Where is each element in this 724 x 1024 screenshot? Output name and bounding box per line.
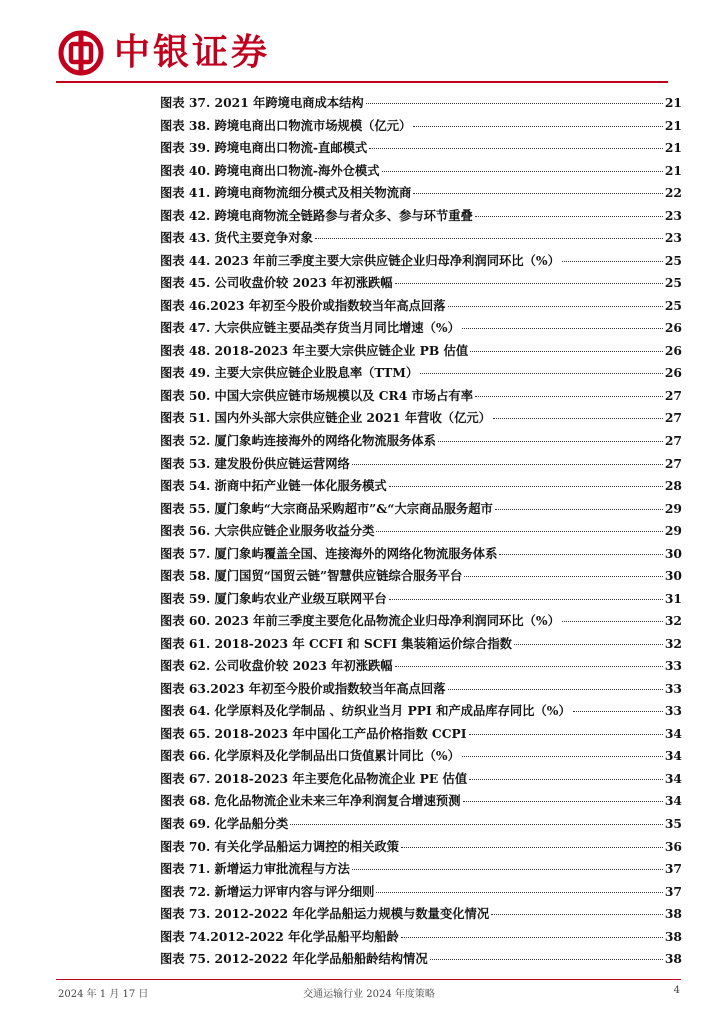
toc-dot-leader bbox=[562, 621, 663, 622]
toc-entry-title: 图表 49. 主要大宗供应链企业股息率（TTM） bbox=[160, 365, 419, 381]
toc-dot-leader bbox=[352, 464, 663, 465]
toc-dot-leader bbox=[382, 171, 663, 172]
toc-dot-leader bbox=[573, 711, 663, 712]
toc-dot-leader bbox=[469, 734, 663, 735]
toc-entry-page: 25 bbox=[664, 275, 682, 291]
toc-entry[interactable] bbox=[160, 926, 682, 949]
toc-entry[interactable] bbox=[160, 881, 682, 904]
toc-entry[interactable] bbox=[160, 745, 682, 768]
toc-entry-page: 25 bbox=[664, 252, 682, 268]
toc-dot-leader bbox=[389, 486, 663, 487]
toc-entry-title: 图表 69. 化学品船分类 bbox=[160, 816, 289, 831]
toc-dot-leader bbox=[401, 937, 663, 938]
toc-entry-title: 图表 45. 公司收盘价较 2023 年初涨跌幅 bbox=[160, 275, 393, 291]
toc-entry-page: 34 bbox=[664, 770, 682, 786]
toc-entry-title: 图表 41. 跨境电商物流细分模式及相关物流商 bbox=[160, 185, 412, 201]
toc-entry-page: 27 bbox=[664, 455, 682, 471]
toc-entry-page: 26 bbox=[664, 320, 682, 336]
toc-entry[interactable] bbox=[160, 317, 682, 340]
toc-entry[interactable] bbox=[160, 610, 682, 633]
toc-dot-leader bbox=[401, 847, 663, 848]
footer-report-title: 交通运输行业 2024 年度策略 bbox=[303, 989, 435, 1000]
toc-entry-title: 图表 39. 跨境电商出口物流-直邮模式 bbox=[160, 140, 368, 156]
toc-entry-title: 图表 65. 2018-2023 年中国化工产品价格指数 CCPI bbox=[160, 725, 467, 741]
toc-entry[interactable] bbox=[160, 543, 682, 566]
toc-entry-title: 图表 38. 跨境电商出口物流市场规模（亿元） bbox=[160, 117, 412, 133]
toc-entry[interactable] bbox=[160, 790, 682, 813]
toc-entry-page: 33 bbox=[664, 703, 682, 719]
toc-dot-leader bbox=[369, 148, 663, 149]
toc-dot-leader bbox=[469, 779, 663, 780]
toc-entry-title: 图表 70. 有关化学品船运力调控的相关政策 bbox=[160, 838, 400, 854]
toc-entry-title: 图表 43. 货代主要竞争对象 bbox=[160, 230, 313, 246]
toc-entry-title: 图表 74.2012-2022 年化学品船平均船龄 bbox=[160, 928, 399, 944]
toc-entry[interactable] bbox=[160, 227, 682, 250]
footer-page-number: 4 bbox=[673, 985, 680, 996]
toc-dot-leader bbox=[448, 689, 663, 690]
toc-entry[interactable] bbox=[160, 655, 682, 678]
toc-dot-leader bbox=[420, 373, 663, 374]
toc-entry[interactable] bbox=[160, 340, 682, 363]
toc-entry-page: 27 bbox=[664, 410, 682, 426]
footer-date: 2024 年 1 月 17 日 bbox=[58, 989, 149, 1000]
toc-entry-page: 23 bbox=[664, 230, 682, 246]
toc-dot-leader bbox=[413, 126, 663, 127]
toc-entry-title: 图表 66. 化学原料及化学制品出口货值累计同比（%） bbox=[160, 748, 460, 764]
toc-entry[interactable] bbox=[160, 250, 682, 273]
toc-dot-leader bbox=[475, 396, 663, 397]
toc-entry[interactable] bbox=[160, 836, 682, 859]
toc-dot-leader bbox=[395, 666, 663, 667]
toc-entry[interactable] bbox=[160, 385, 682, 408]
toc-dot-leader bbox=[395, 283, 663, 284]
toc-entry-title: 图表 59. 厦门象屿农业产业级互联网平台 bbox=[160, 590, 387, 606]
footer-divider bbox=[56, 979, 681, 980]
toc-dot-leader bbox=[448, 306, 663, 307]
toc-entry-page: 29 bbox=[664, 523, 682, 539]
toc-entry-page: 36 bbox=[664, 838, 682, 854]
toc-entry-title: 图表 63.2023 年初至今股价或指数较当年高点回落 bbox=[160, 680, 446, 696]
toc-entry-title: 图表 56. 大宗供应链企业服务收益分类 bbox=[160, 523, 375, 539]
toc-entry[interactable] bbox=[160, 137, 682, 160]
toc-entry-page: 33 bbox=[664, 680, 682, 696]
toc-entry-page: 30 bbox=[664, 545, 682, 561]
toc-entry-page: 27 bbox=[664, 432, 682, 448]
toc-entry[interactable] bbox=[160, 520, 682, 543]
toc-entry[interactable] bbox=[160, 430, 682, 453]
toc-entry-page: 35 bbox=[664, 816, 682, 831]
toc-entry[interactable] bbox=[160, 160, 682, 183]
toc-dot-leader bbox=[376, 531, 662, 532]
toc-entry-page: 37 bbox=[664, 883, 682, 899]
toc-entry-page: 32 bbox=[664, 613, 682, 629]
toc-dot-leader bbox=[366, 103, 663, 104]
toc-entry-page: 30 bbox=[664, 568, 682, 584]
toc-entry[interactable] bbox=[160, 858, 682, 881]
toc-entry-page: 21 bbox=[664, 117, 682, 133]
toc-entry-page: 31 bbox=[664, 590, 682, 606]
toc-entry[interactable] bbox=[160, 678, 682, 701]
toc-entry-page: 38 bbox=[664, 906, 682, 922]
toc-entry[interactable] bbox=[160, 115, 682, 138]
toc-entry[interactable] bbox=[160, 362, 682, 385]
toc-entry-page: 26 bbox=[664, 342, 682, 358]
toc-entry-page: 34 bbox=[664, 793, 682, 809]
toc-entry-title: 图表 37. 2021 年跨境电商成本结构 bbox=[160, 95, 364, 110]
toc-dot-leader bbox=[493, 418, 663, 419]
toc-entry[interactable] bbox=[160, 182, 682, 205]
toc-dot-leader bbox=[475, 216, 663, 217]
toc-entry[interactable] bbox=[160, 700, 682, 723]
toc-entry-title: 图表 73. 2012-2022 年化学品船运力规模与数量变化情况 bbox=[160, 906, 490, 922]
toc-dot-leader bbox=[376, 892, 662, 893]
toc-dot-leader bbox=[462, 756, 663, 757]
toc-entry[interactable] bbox=[160, 272, 682, 295]
page-footer bbox=[58, 985, 680, 1001]
toc-entry[interactable] bbox=[160, 498, 682, 521]
toc-dot-leader bbox=[562, 261, 663, 262]
toc-entry-title: 图表 61. 2018-2023 年 CCFI 和 SCFI 集装箱运价综合指数 bbox=[160, 635, 512, 651]
toc-dot-leader bbox=[470, 351, 663, 352]
toc-entry-page: 21 bbox=[664, 95, 682, 110]
toc-entry[interactable] bbox=[160, 453, 682, 476]
toc-dot-leader bbox=[462, 328, 663, 329]
toc-entry[interactable] bbox=[160, 903, 682, 926]
toc-entry-page: 33 bbox=[664, 658, 682, 674]
toc-entry-title: 图表 72. 新增运力评审内容与评分细则 bbox=[160, 883, 375, 899]
toc-entry-title: 图表 54. 浙商中拓产业链一体化服务模式 bbox=[160, 478, 387, 494]
toc-entry[interactable] bbox=[160, 813, 682, 836]
toc-entry[interactable] bbox=[160, 475, 682, 498]
toc-dot-leader bbox=[495, 509, 663, 510]
toc-dot-leader bbox=[463, 801, 663, 802]
toc-dot-leader bbox=[491, 914, 663, 915]
toc-dot-leader bbox=[413, 193, 663, 194]
bank-logo-icon bbox=[58, 30, 104, 76]
toc-entry-page: 28 bbox=[664, 478, 682, 494]
toc-entry[interactable] bbox=[160, 92, 682, 115]
toc-entry-page: 26 bbox=[664, 365, 682, 381]
toc-entry-page: 34 bbox=[664, 725, 682, 741]
toc-entry-title: 图表 46.2023 年初至今股价或指数较当年高点回落 bbox=[160, 297, 446, 313]
toc-entry-page: 25 bbox=[664, 297, 682, 313]
toc-entry-page: 37 bbox=[664, 861, 682, 877]
toc-entry-title: 图表 62. 公司收盘价较 2023 年初涨跌幅 bbox=[160, 658, 393, 674]
toc-entry-page: 34 bbox=[664, 748, 682, 764]
page-header bbox=[0, 0, 724, 84]
toc-entry-title: 图表 67. 2018-2023 年主要危化品物流企业 PE 估值 bbox=[160, 770, 468, 786]
toc-entry[interactable] bbox=[160, 723, 682, 746]
toc-entry-title: 图表 47. 大宗供应链主要品类存货当月同比增速（%） bbox=[160, 320, 460, 336]
toc-entry-title: 图表 44. 2023 年前三季度主要大宗供应链企业归母净利润同环比（%） bbox=[160, 252, 560, 268]
toc-dot-leader bbox=[514, 644, 663, 645]
toc-entry-title: 图表 68. 危化品物流企业未来三年净利润复合增速预测 bbox=[160, 793, 461, 809]
toc-dot-leader bbox=[430, 959, 663, 960]
toc-dot-leader bbox=[464, 576, 663, 577]
toc-entry-title: 图表 40. 跨境电商出口物流-海外仓模式 bbox=[160, 162, 380, 178]
toc-entry-page: 29 bbox=[664, 500, 682, 516]
toc-entry-title: 图表 42. 跨境电商物流全链路参与者众多、参与环节重叠 bbox=[160, 207, 473, 223]
header-divider bbox=[56, 81, 668, 83]
toc-entry-page: 21 bbox=[664, 140, 682, 156]
toc-entry-page: 32 bbox=[664, 635, 682, 651]
toc-dot-leader bbox=[315, 238, 663, 239]
toc-entry-title: 图表 60. 2023 年前三季度主要危化品物流企业归母净利润同环比（%） bbox=[160, 613, 560, 629]
toc-dot-leader bbox=[352, 869, 663, 870]
toc-entry-page: 38 bbox=[664, 928, 682, 944]
toc-entry-title: 图表 71. 新增运力审批流程与方法 bbox=[160, 861, 350, 877]
figure-list bbox=[160, 92, 682, 971]
toc-entry-title: 图表 64. 化学原料及化学制品 、纺织业当月 PPI 和产成品库存同比（%） bbox=[160, 703, 571, 719]
toc-entry-page: 21 bbox=[664, 162, 682, 178]
toc-entry-title: 图表 58. 厦门国贸“国贸云链”智慧供应链综合服务平台 bbox=[160, 568, 463, 584]
toc-entry[interactable] bbox=[160, 295, 682, 318]
toc-entry[interactable] bbox=[160, 565, 682, 588]
toc-entry-title: 图表 52. 厦门象屿连接海外的网络化物流服务体系 bbox=[160, 432, 436, 448]
toc-entry[interactable] bbox=[160, 205, 682, 228]
toc-entry-title: 图表 57. 厦门象屿覆盖全国、连接海外的网络化物流服务体系 bbox=[160, 545, 498, 561]
toc-entry-title: 图表 48. 2018-2023 年主要大宗供应链企业 PB 估值 bbox=[160, 342, 469, 358]
toc-entry-page: 38 bbox=[664, 951, 682, 967]
toc-entry-page: 22 bbox=[664, 185, 682, 201]
toc-entry-title: 图表 51. 国内外头部大宗供应链企业 2021 年营收（亿元） bbox=[160, 410, 491, 426]
toc-entry[interactable] bbox=[160, 948, 682, 971]
toc-entry[interactable] bbox=[160, 633, 682, 656]
toc-entry-title: 图表 50. 中国大宗供应链市场规模以及 CR4 市场占有率 bbox=[160, 387, 474, 403]
toc-dot-leader bbox=[499, 554, 662, 555]
toc-dot-leader bbox=[389, 599, 663, 600]
toc-entry-title: 图表 53. 建发股份供应链运营网络 bbox=[160, 455, 350, 471]
toc-dot-leader bbox=[290, 824, 663, 825]
toc-entry-title: 图表 55. 厦门象屿“大宗商品采购超市”&“大宗商品服务超市 bbox=[160, 500, 493, 516]
toc-entry-page: 27 bbox=[664, 387, 682, 403]
toc-entry-title: 图表 75. 2012-2022 年化学品船船龄结构情况 bbox=[160, 951, 428, 967]
toc-dot-leader bbox=[438, 441, 663, 442]
toc-entry[interactable] bbox=[160, 768, 682, 791]
toc-entry[interactable] bbox=[160, 588, 682, 611]
brand-name: 中银证券 bbox=[114, 31, 271, 73]
toc-entry[interactable] bbox=[160, 407, 682, 430]
toc-entry-page: 23 bbox=[664, 207, 682, 223]
